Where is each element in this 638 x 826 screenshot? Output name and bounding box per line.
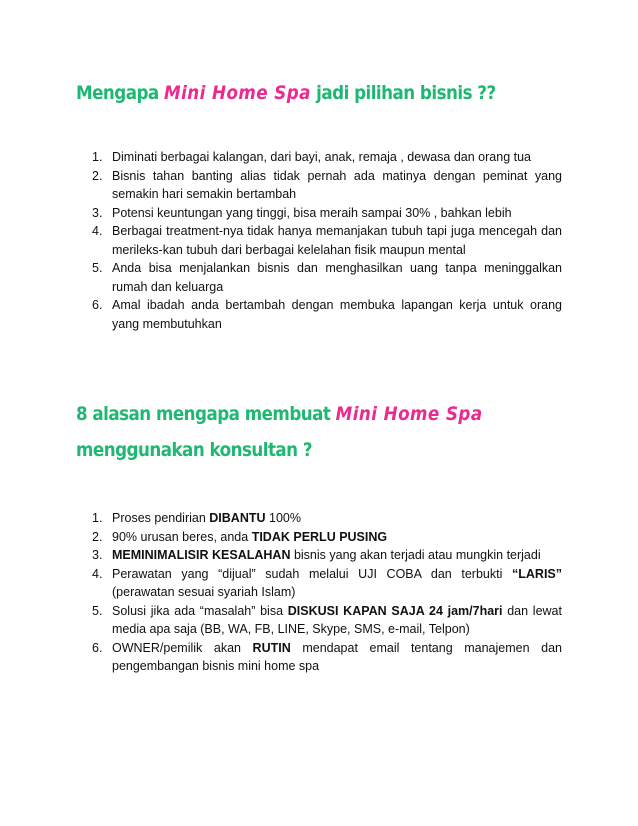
item-text (112, 602, 562, 639)
brand-name: Mini Home Spa (163, 82, 311, 104)
heading-text: 8 alasan mengapa membuat (76, 403, 336, 425)
list-item (0, 259, 562, 296)
heading-text: jadi pilihan bisnis ?? (310, 82, 496, 104)
item-text: Amal ibadah anda bertambah dengan membuka lapangan kerja untuk orang yang membutuhkan (112, 298, 562, 331)
item-text: Bisnis tahan banting alias tidak pernah ada matinya dengan peminat yang semakin hari semakin bertambah (112, 168, 562, 201)
section1-heading (76, 78, 496, 108)
list-item (0, 509, 562, 528)
item-text: Potensi keuntungan yang tinggi, bisa meraih sampai 30% , bahkan lebih (112, 205, 512, 220)
reasons-list (0, 148, 562, 333)
item-text (112, 546, 562, 565)
list-item (0, 167, 562, 204)
item-number: 5. (92, 603, 103, 618)
item-text-part: dan lewat media apa saja (BB, WA, FB, LINE, Skype, SMS, e-mail, Telpon) (112, 603, 562, 636)
item-text: Berbagai treatment-nya tidak hanya memanjakan tubuh tapi juga mencegah dan merileks-kan tubuh dari berbagai kelelahan fisik maupun mental (112, 224, 562, 257)
item-text-part: 90% urusan beres, anda (112, 529, 252, 544)
item-number: 6. (92, 298, 103, 312)
heading-text: menggunakan konsultan ? (76, 439, 313, 461)
item-emphasis: RUTIN (252, 640, 291, 655)
item-text-part: bisnis yang akan terjadi atau mungkin terjadi (290, 548, 541, 562)
item-number: 3. (92, 205, 103, 220)
list-item (0, 528, 562, 547)
item-emphasis: “LARIS” (512, 566, 562, 581)
item-number: 3. (92, 548, 103, 562)
item-text (112, 528, 562, 547)
item-text-part: Perawatan yang “dijual” sudah melalui UJI COBA dan terbukti (112, 566, 512, 581)
list-item (0, 565, 562, 602)
item-text: Diminati berbagai kalangan, dari bayi, anak, remaja , dewasa dan orang tua (112, 150, 532, 164)
list-item (0, 546, 562, 565)
item-number: 6. (92, 640, 103, 655)
heading-text: Mengapa (76, 82, 164, 104)
item-number: 2. (92, 168, 103, 183)
item-text-part: (perawatan sesuai syariah Islam) (112, 585, 296, 599)
item-text (112, 509, 562, 528)
item-number: 1. (92, 150, 103, 164)
item-text-part: mendapat email tentang manajemen dan pengembangan bisnis mini home spa (112, 640, 562, 673)
item-text-part: 100% (265, 511, 301, 525)
brand-name: Mini Home Spa (335, 403, 483, 425)
list-item (0, 296, 562, 333)
item-text-part: OWNER/pemilik akan (112, 640, 253, 655)
item-emphasis: DISKUSI KAPAN SAJA 24 jam/7hari (287, 603, 503, 618)
list-item (0, 602, 562, 639)
list-item (0, 148, 562, 167)
item-text-part: Solusi jika ada “masalah” bisa (112, 603, 288, 618)
item-text: Anda bisa menjalankan bisnis dan menghasilkan uang tanpa meninggalkan rumah dan keluarga (112, 261, 562, 294)
list-item (0, 204, 562, 223)
list-item (0, 639, 562, 676)
section2-heading-line2 (76, 435, 312, 465)
item-emphasis: MEMINIMALISIR KESALAHAN (112, 548, 291, 562)
item-text (112, 565, 562, 602)
item-number: 1. (92, 511, 103, 525)
list-item (0, 222, 562, 259)
item-emphasis: DIBANTU (209, 511, 266, 525)
item-number: 4. (92, 566, 103, 581)
item-number: 4. (92, 224, 103, 238)
consultant-reasons-list (0, 509, 562, 676)
item-number: 5. (92, 261, 103, 275)
item-text-part: Proses pendirian (112, 511, 210, 525)
item-emphasis: TIDAK PERLU PUSING (251, 529, 388, 544)
item-number: 2. (92, 529, 103, 544)
item-text (112, 639, 562, 676)
section2-heading (76, 399, 483, 429)
